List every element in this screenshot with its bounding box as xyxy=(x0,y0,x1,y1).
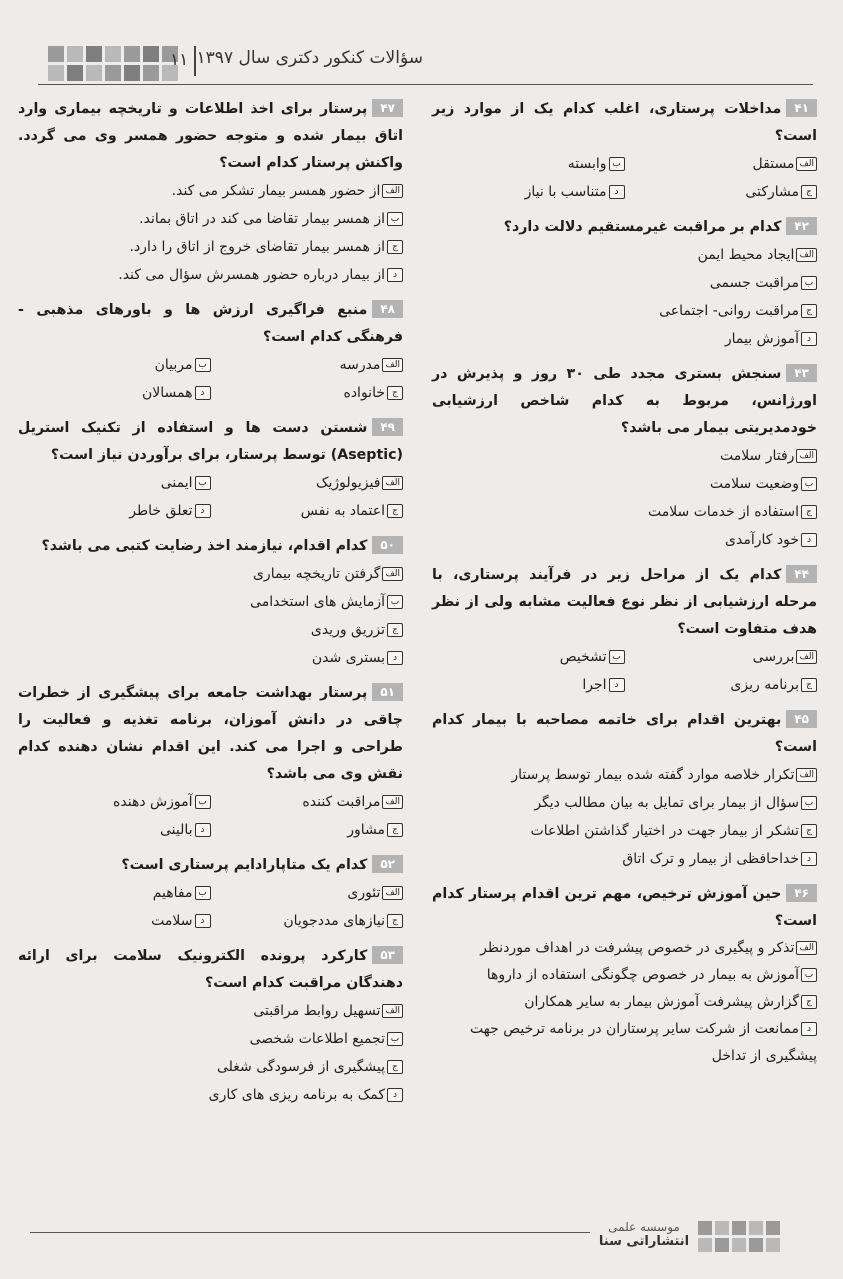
option-text: تشخیص xyxy=(559,649,607,665)
option-marker: ب xyxy=(195,886,211,900)
option-d[interactable] xyxy=(18,644,403,672)
option-marker: ب xyxy=(801,477,817,491)
question-number: ۴۳ xyxy=(786,364,817,382)
option-c[interactable] xyxy=(211,379,404,407)
option-marker: د xyxy=(609,185,625,199)
question-stem: کدام بر مراقبت غیرمستقیم دلالت دارد؟ xyxy=(503,219,782,235)
option-a[interactable] xyxy=(18,997,403,1025)
option-text: برنامه ریزی xyxy=(730,677,799,693)
option-marker: ج xyxy=(801,505,817,519)
option-text: تذکر و پیگیری در خصوص پیشرفت در اهداف موردنظر xyxy=(480,940,795,956)
option-text: بررسی xyxy=(752,649,795,665)
question-text xyxy=(432,361,817,442)
question-text xyxy=(432,214,817,241)
option-marker: الف xyxy=(382,795,403,809)
question-number: ۵۳ xyxy=(372,946,403,964)
option-b[interactable] xyxy=(18,469,211,497)
option-text: از بیمار درباره حضور همسرش سؤال می کند. xyxy=(118,267,385,283)
option-marker: ج xyxy=(387,1060,403,1074)
question-stem: کدام یک از مراحل زیر در فرآیند پرستاری، با مرحله ارزشیابی از نظر نوع فعالیت مشابه ولی از نظر هدف متفاوت است؟ xyxy=(432,567,817,637)
option-text: آموزش بیمار xyxy=(724,331,799,347)
option-marker: ج xyxy=(801,185,817,199)
option-d[interactable] xyxy=(18,497,211,525)
right-column xyxy=(432,96,817,1078)
option-b[interactable] xyxy=(18,879,211,907)
question-44 xyxy=(432,562,817,699)
question-stem: پرستار برای اخذ اطلاعات و تاریخچه بیماری وارد اتاق بیمار شده و متوجه حضور همسر وی می گردد. واکنش پرستار کدام است؟ xyxy=(18,101,403,171)
option-text: مشاور xyxy=(347,822,385,838)
question-text xyxy=(18,943,403,997)
option-b[interactable] xyxy=(18,1025,403,1053)
option-marker: د xyxy=(195,823,211,837)
question-42 xyxy=(432,214,817,353)
option-marker: ب xyxy=(195,795,211,809)
option-text: پیشگیری از فرسودگی شغلی xyxy=(217,1059,385,1075)
question-number: ۴۵ xyxy=(786,710,817,728)
option-c[interactable] xyxy=(432,498,817,526)
question-number: ۴۸ xyxy=(372,300,403,318)
option-text: تشکر از بیمار جهت در اختیار گذاشتن اطلاعات xyxy=(530,823,799,839)
option-marker: ج xyxy=(387,240,403,254)
option-marker: ج xyxy=(387,623,403,637)
option-c[interactable] xyxy=(432,297,817,325)
option-marker: ج xyxy=(387,914,403,928)
option-marker: ب xyxy=(387,212,403,226)
question-43 xyxy=(432,361,817,554)
option-marker: الف xyxy=(796,157,817,171)
option-b[interactable] xyxy=(432,150,625,178)
question-45 xyxy=(432,707,817,873)
option-text: اجرا xyxy=(582,677,607,693)
option-text: آزمایش های استخدامی xyxy=(250,594,385,610)
option-marker: ج xyxy=(801,824,817,838)
option-marker: الف xyxy=(796,650,817,664)
question-text xyxy=(18,680,403,788)
question-text xyxy=(18,533,403,560)
option-d[interactable] xyxy=(432,526,817,554)
option-text: خود کارآمدی xyxy=(725,532,799,548)
option-a[interactable] xyxy=(432,442,817,470)
option-marker: د xyxy=(387,651,403,665)
option-a[interactable] xyxy=(432,935,817,962)
option-marker: ب xyxy=(387,595,403,609)
option-d[interactable] xyxy=(18,907,211,935)
question-number: ۴۱ xyxy=(786,99,817,117)
option-text: مدرسه xyxy=(339,357,381,373)
footer-rule xyxy=(30,1232,590,1233)
option-text: نیازهای مددجویان xyxy=(283,913,385,929)
option-d[interactable] xyxy=(18,1081,403,1109)
question-stem: حین آموزش ترخیص، مهم ترین اقدام پرستار کدام است؟ xyxy=(432,886,817,929)
option-c[interactable] xyxy=(18,233,403,261)
question-number: ۴۹ xyxy=(372,418,403,436)
option-text: سلامت xyxy=(151,913,193,929)
publisher-brand xyxy=(596,1220,692,1249)
option-text: همسالان xyxy=(142,385,193,401)
option-marker: د xyxy=(609,678,625,692)
question-number: ۵۱ xyxy=(372,683,403,701)
question-text xyxy=(18,96,403,177)
option-c[interactable] xyxy=(211,816,404,844)
option-text: سؤال از بیمار برای تمایل به بیان مطالب دیگر xyxy=(534,795,799,811)
option-marker: ب xyxy=(609,157,625,171)
option-text: ممانعت از شرکت سایر پرستاران در برنامه ترخیص جهت پیشگیری از تداخل xyxy=(469,1021,817,1064)
question-stem: مداخلات پرستاری، اغلب کدام یک از موارد زیر است؟ xyxy=(432,101,817,144)
option-text: خانواده xyxy=(343,385,385,401)
question-number: ۵۲ xyxy=(372,855,403,873)
option-marker: ج xyxy=(387,823,403,837)
option-marker: الف xyxy=(382,476,403,490)
option-a[interactable] xyxy=(625,150,818,178)
option-d[interactable] xyxy=(18,816,211,844)
option-text: گرفتن تاریخچه بیماری xyxy=(252,566,381,582)
option-text: فیزیولوژیک xyxy=(315,475,381,491)
option-text: آموزش دهنده xyxy=(113,794,193,810)
option-b[interactable] xyxy=(432,789,817,817)
page-title: سؤالات کنکور دکتری سال ۱۳۹۷ xyxy=(196,48,423,68)
question-number: ۴۷ xyxy=(372,99,403,117)
question-48 xyxy=(18,297,403,407)
question-47 xyxy=(18,96,403,289)
option-text: تجمیع اطلاعات شخصی xyxy=(249,1031,385,1047)
publisher-line-2: انتشاراتی سنا xyxy=(598,1234,690,1249)
option-text: وضعیت سلامت xyxy=(709,476,799,492)
question-51 xyxy=(18,680,403,844)
option-a[interactable] xyxy=(625,643,818,671)
page-number: ۱۱ xyxy=(170,50,189,70)
option-c[interactable] xyxy=(432,817,817,845)
option-marker: الف xyxy=(796,449,817,463)
option-b[interactable] xyxy=(18,351,211,379)
option-a[interactable] xyxy=(18,177,403,205)
question-text xyxy=(18,297,403,351)
option-b[interactable] xyxy=(432,269,817,297)
option-marker: ج xyxy=(387,504,403,518)
option-marker: الف xyxy=(796,768,817,782)
option-text: تزریق وریدی xyxy=(310,622,385,638)
option-text: مشارکتی xyxy=(745,184,799,200)
question-stem: منبع فراگیری ارزش ها و باورهای مذهبی - فرهنگی کدام است؟ xyxy=(18,302,403,345)
question-53 xyxy=(18,943,403,1109)
option-marker: الف xyxy=(382,886,403,900)
option-text: تئوری xyxy=(347,885,381,901)
option-text: از همسر بیمار تقاضای خروج از اتاق را دارد. xyxy=(129,239,385,255)
option-text: اعتماد به نفس xyxy=(300,503,385,519)
option-text: کمک به برنامه ریزی های کاری xyxy=(208,1087,385,1103)
option-marker: د xyxy=(195,504,211,518)
option-marker: ب xyxy=(801,796,817,810)
option-a[interactable] xyxy=(432,761,817,789)
option-text: مستقل xyxy=(752,156,795,172)
option-marker: د xyxy=(195,914,211,928)
option-marker: ج xyxy=(801,678,817,692)
option-marker: د xyxy=(801,1022,817,1036)
option-text: مراقبت کننده xyxy=(302,794,381,810)
option-marker: د xyxy=(801,852,817,866)
question-text xyxy=(18,415,403,469)
option-b[interactable] xyxy=(432,470,817,498)
option-text: ایمنی xyxy=(160,475,193,491)
question-41 xyxy=(432,96,817,206)
option-c[interactable] xyxy=(211,497,404,525)
option-a[interactable] xyxy=(211,469,404,497)
option-marker: الف xyxy=(382,184,403,198)
option-text: مراقبت جسمی xyxy=(709,275,799,291)
question-number: ۴۲ xyxy=(786,217,817,235)
option-marker: الف xyxy=(382,567,403,581)
option-marker: ب xyxy=(801,968,817,982)
option-c[interactable] xyxy=(211,907,404,935)
question-number: ۴۶ xyxy=(786,884,817,902)
option-marker: د xyxy=(801,332,817,346)
question-stem: سنجش بستری مجدد طی ۳۰ روز و پذیرش در اورژانس، مربوط به کدام شاخص ارزشیابی خودمدیریتی بیمار می باشد؟ xyxy=(432,366,817,436)
header-decoration xyxy=(48,46,178,81)
option-marker: الف xyxy=(382,1004,403,1018)
page-footer xyxy=(0,1216,843,1266)
question-text xyxy=(432,707,817,761)
option-c[interactable] xyxy=(432,989,817,1016)
option-text: بستری شدن xyxy=(311,650,385,666)
header-rule xyxy=(38,84,813,85)
option-a[interactable] xyxy=(211,788,404,816)
option-marker: د xyxy=(801,533,817,547)
option-marker: الف xyxy=(796,941,817,955)
option-d[interactable] xyxy=(432,178,625,206)
option-marker: ب xyxy=(609,650,625,664)
question-stem: پرستار بهداشت جامعه برای پیشگیری از خطرات چاقی در دانش آموزان، برنامه تغذیه و فعالیت را طراحی و اجرا می کند. این اقدام نشان دهنده کدام نقش وی می باشد؟ xyxy=(18,685,403,782)
option-text: تکرار خلاصه موارد گفته شده بیمار توسط پرستار xyxy=(511,767,795,783)
footer-decoration xyxy=(698,1221,780,1252)
option-text: مراقبت روانی- اجتماعی xyxy=(659,303,799,319)
option-marker: ج xyxy=(801,304,817,318)
option-d[interactable] xyxy=(432,845,817,873)
option-text: مفاهیم xyxy=(152,885,193,901)
option-c[interactable] xyxy=(18,616,403,644)
question-text xyxy=(432,881,817,935)
option-marker: الف xyxy=(796,248,817,262)
option-text: استفاده از خدمات سلامت xyxy=(647,504,799,520)
option-marker: ج xyxy=(801,995,817,1009)
option-b[interactable] xyxy=(432,962,817,989)
question-49 xyxy=(18,415,403,525)
option-c[interactable] xyxy=(625,671,818,699)
option-text: آموزش به بیمار در خصوص چگونگی استفاده از داروها xyxy=(486,967,799,983)
option-marker: ب xyxy=(387,1032,403,1046)
question-stem: کارکرد پرونده الکترونیک سلامت برای ارائه دهندگان مراقبت کدام است؟ xyxy=(18,948,403,991)
option-b[interactable] xyxy=(18,205,403,233)
option-d[interactable] xyxy=(432,1016,817,1070)
option-text: بالینی xyxy=(159,822,193,838)
question-stem: کدام یک متاپارادایم پرستاری است؟ xyxy=(121,857,368,873)
option-c[interactable] xyxy=(625,178,818,206)
option-d[interactable] xyxy=(432,671,625,699)
question-52 xyxy=(18,852,403,935)
option-marker: الف xyxy=(382,358,403,372)
option-a[interactable] xyxy=(211,879,404,907)
option-a[interactable] xyxy=(211,351,404,379)
page-header xyxy=(0,44,843,86)
option-text: تعلق خاطر xyxy=(129,503,193,519)
publisher-line-1: موسسه علمی xyxy=(608,1220,680,1234)
option-marker: ب xyxy=(195,476,211,490)
option-text: تسهیل روابط مراقبتی xyxy=(253,1003,381,1019)
option-marker: ب xyxy=(195,358,211,372)
option-text: از همسر بیمار تقاضا می کند در اتاق بماند. xyxy=(139,211,385,227)
option-marker: ج xyxy=(387,386,403,400)
option-text: متناسب با نیاز xyxy=(524,184,607,200)
option-a[interactable] xyxy=(432,241,817,269)
question-text xyxy=(432,562,817,643)
question-stem: شستن دست ها و استفاده از تکنیک استریل (Aseptic) توسط پرستار، برای برآوردن نیاز است؟ xyxy=(18,420,403,463)
option-b[interactable] xyxy=(18,788,211,816)
question-number: ۵۰ xyxy=(372,536,403,554)
option-b[interactable] xyxy=(432,643,625,671)
option-text: گزارش پیشرفت آموزش بیمار به سایر همکاران xyxy=(524,994,799,1010)
option-text: از حضور همسر بیمار تشکر می کند. xyxy=(171,183,381,199)
option-marker: د xyxy=(195,386,211,400)
question-text xyxy=(18,852,403,879)
option-marker: ب xyxy=(801,276,817,290)
option-d[interactable] xyxy=(18,379,211,407)
question-text xyxy=(432,96,817,150)
option-text: رفتار سلامت xyxy=(719,448,795,464)
option-text: مربیان xyxy=(154,357,193,373)
question-number: ۴۴ xyxy=(786,565,817,583)
option-text: وابسته xyxy=(567,156,607,172)
option-text: خداحافظی از بیمار و ترک اتاق xyxy=(622,851,799,867)
option-marker: د xyxy=(387,1088,403,1102)
option-b[interactable] xyxy=(18,588,403,616)
option-d[interactable] xyxy=(18,261,403,289)
question-stem: کدام اقدام، نیازمند اخذ رضایت کتبی می باشد؟ xyxy=(41,538,368,554)
left-column xyxy=(18,96,403,1117)
question-stem: بهترین اقدام برای خاتمه مصاحبه با بیمار کدام است؟ xyxy=(432,712,817,755)
option-marker: د xyxy=(387,268,403,282)
question-46 xyxy=(432,881,817,1070)
question-50 xyxy=(18,533,403,672)
option-c[interactable] xyxy=(18,1053,403,1081)
option-a[interactable] xyxy=(18,560,403,588)
option-text: ایجاد محیط ایمن xyxy=(697,247,795,263)
option-d[interactable] xyxy=(432,325,817,353)
